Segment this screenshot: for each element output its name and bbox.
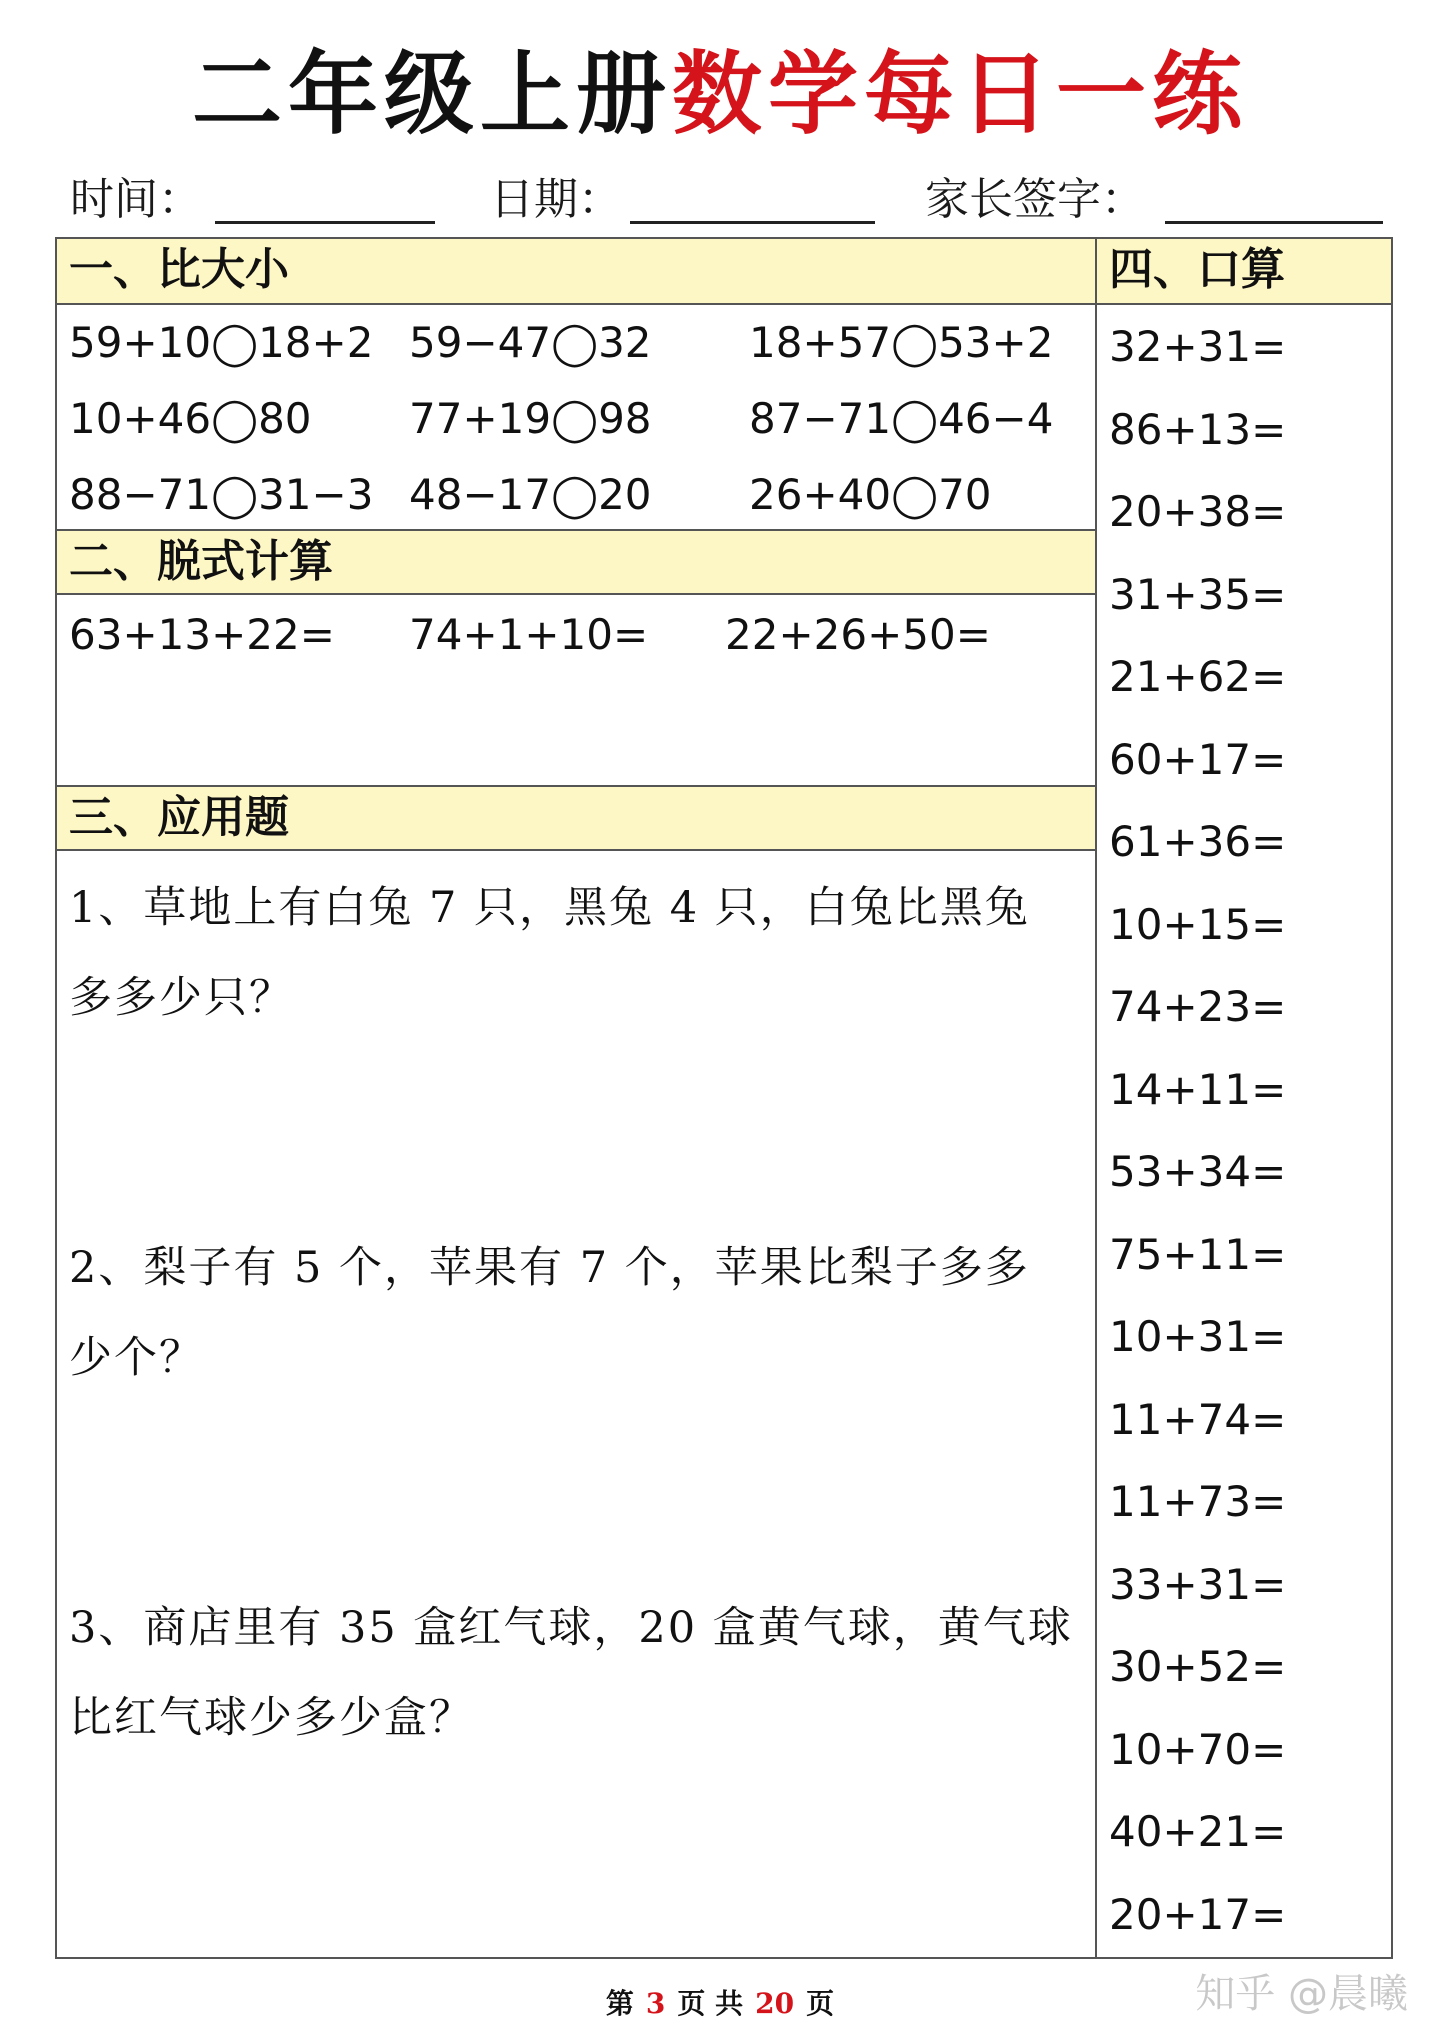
- parent-sign-blank[interactable]: [1165, 168, 1383, 232]
- oral-item: 74+23=: [1109, 982, 1287, 1031]
- total-pages: 20: [755, 1987, 795, 2020]
- compare-item: 48−17◯20: [409, 470, 652, 519]
- watermark: 知乎 @晨曦: [1195, 1971, 1408, 2017]
- date-field: [490, 168, 622, 232]
- parent-sign-field: [925, 168, 1145, 232]
- oral-item: 40+21=: [1109, 1807, 1287, 1856]
- stepcalc-item: 63+13+22=: [69, 610, 335, 659]
- oral-item: 32+31=: [1109, 322, 1287, 371]
- word-problem-text: 多多少只？: [69, 973, 294, 1023]
- time-blank[interactable]: [215, 168, 435, 232]
- compare-item: 59+10◯18+2: [69, 318, 374, 367]
- oral-item: 31+35=: [1109, 569, 1287, 619]
- oral-item: 10+15=: [1109, 899, 1287, 949]
- word-problem-text: 1、草地上有白兔 7 只，黑兔 4 只，白兔比黑兔: [69, 883, 1030, 933]
- word-problem-text: 少个？: [69, 1333, 204, 1383]
- current-page-number: 3: [645, 1987, 666, 2020]
- date-blank[interactable]: [630, 168, 875, 232]
- oral-item: 33+31=: [1109, 1559, 1287, 1609]
- word-problem-3: [69, 1583, 1079, 1763]
- footer-pre: 第: [605, 1987, 634, 2020]
- title-grade: 二年级上册: [192, 42, 672, 147]
- footer-post: 页: [806, 1987, 835, 2020]
- title-subject: 数学每日一练: [672, 42, 1248, 147]
- oral-item: 30+52=: [1109, 1642, 1287, 1691]
- word-problem-text: 2、梨子有 5 个，苹果有 7 个，苹果比梨子多多: [69, 1243, 1030, 1293]
- compare-item: 59−47◯32: [409, 318, 652, 367]
- oral-item: 61+36=: [1109, 817, 1287, 866]
- word-problem-text: 3、商店里有 35 盒红气球，20 盒黄气球，黄气球: [69, 1603, 1073, 1653]
- section-word-problems-header: 三、应用题: [57, 787, 1095, 851]
- oral-item: 11+73=: [1109, 1477, 1287, 1526]
- stepcalc-item: 74+1+10=: [409, 610, 649, 659]
- oral-item: 86+13=: [1109, 404, 1287, 454]
- compare-item: 77+19◯98: [409, 394, 652, 443]
- stepcalc-item: 22+26+50=: [725, 610, 991, 659]
- time-label: 时间：: [70, 174, 202, 225]
- compare-item: 87−71◯46−4: [749, 394, 1054, 443]
- compare-item: 18+57◯53+2: [749, 318, 1054, 367]
- compare-item: 10+46◯80: [69, 394, 312, 443]
- parent-sign-label: 家长签字：: [925, 174, 1145, 225]
- word-problem-text: 比红气球少多少盒？: [69, 1693, 474, 1743]
- footer-mid: 页 共: [677, 1987, 744, 2020]
- page-title: [0, 40, 1440, 150]
- oral-item: 20+38=: [1109, 487, 1287, 536]
- oral-item: 60+17=: [1109, 734, 1287, 784]
- oral-item: 11+74=: [1109, 1394, 1287, 1444]
- compare-item: 26+40◯70: [749, 470, 992, 519]
- oral-item: 10+70=: [1109, 1724, 1287, 1774]
- section-compare-header: 一、比大小: [57, 239, 1095, 305]
- word-problem-1: [69, 863, 1079, 1043]
- oral-item: 14+11=: [1109, 1064, 1287, 1114]
- worksheet-table: [55, 237, 1393, 1959]
- column-divider: [1095, 239, 1097, 1957]
- oral-item: 20+17=: [1109, 1889, 1287, 1939]
- oral-item: 10+31=: [1109, 1312, 1287, 1361]
- time-field: [70, 168, 202, 232]
- word-problem-2: [69, 1223, 1079, 1403]
- compare-item: 88−71◯31−3: [69, 470, 374, 519]
- section-oral-header: 四、口算: [1097, 239, 1391, 305]
- oral-item: 53+34=: [1109, 1147, 1287, 1196]
- section-stepcalc-header: 二、脱式计算: [57, 531, 1095, 595]
- oral-item: 75+11=: [1109, 1229, 1287, 1279]
- date-label: 日期：: [490, 174, 622, 225]
- oral-item: 21+62=: [1109, 652, 1287, 701]
